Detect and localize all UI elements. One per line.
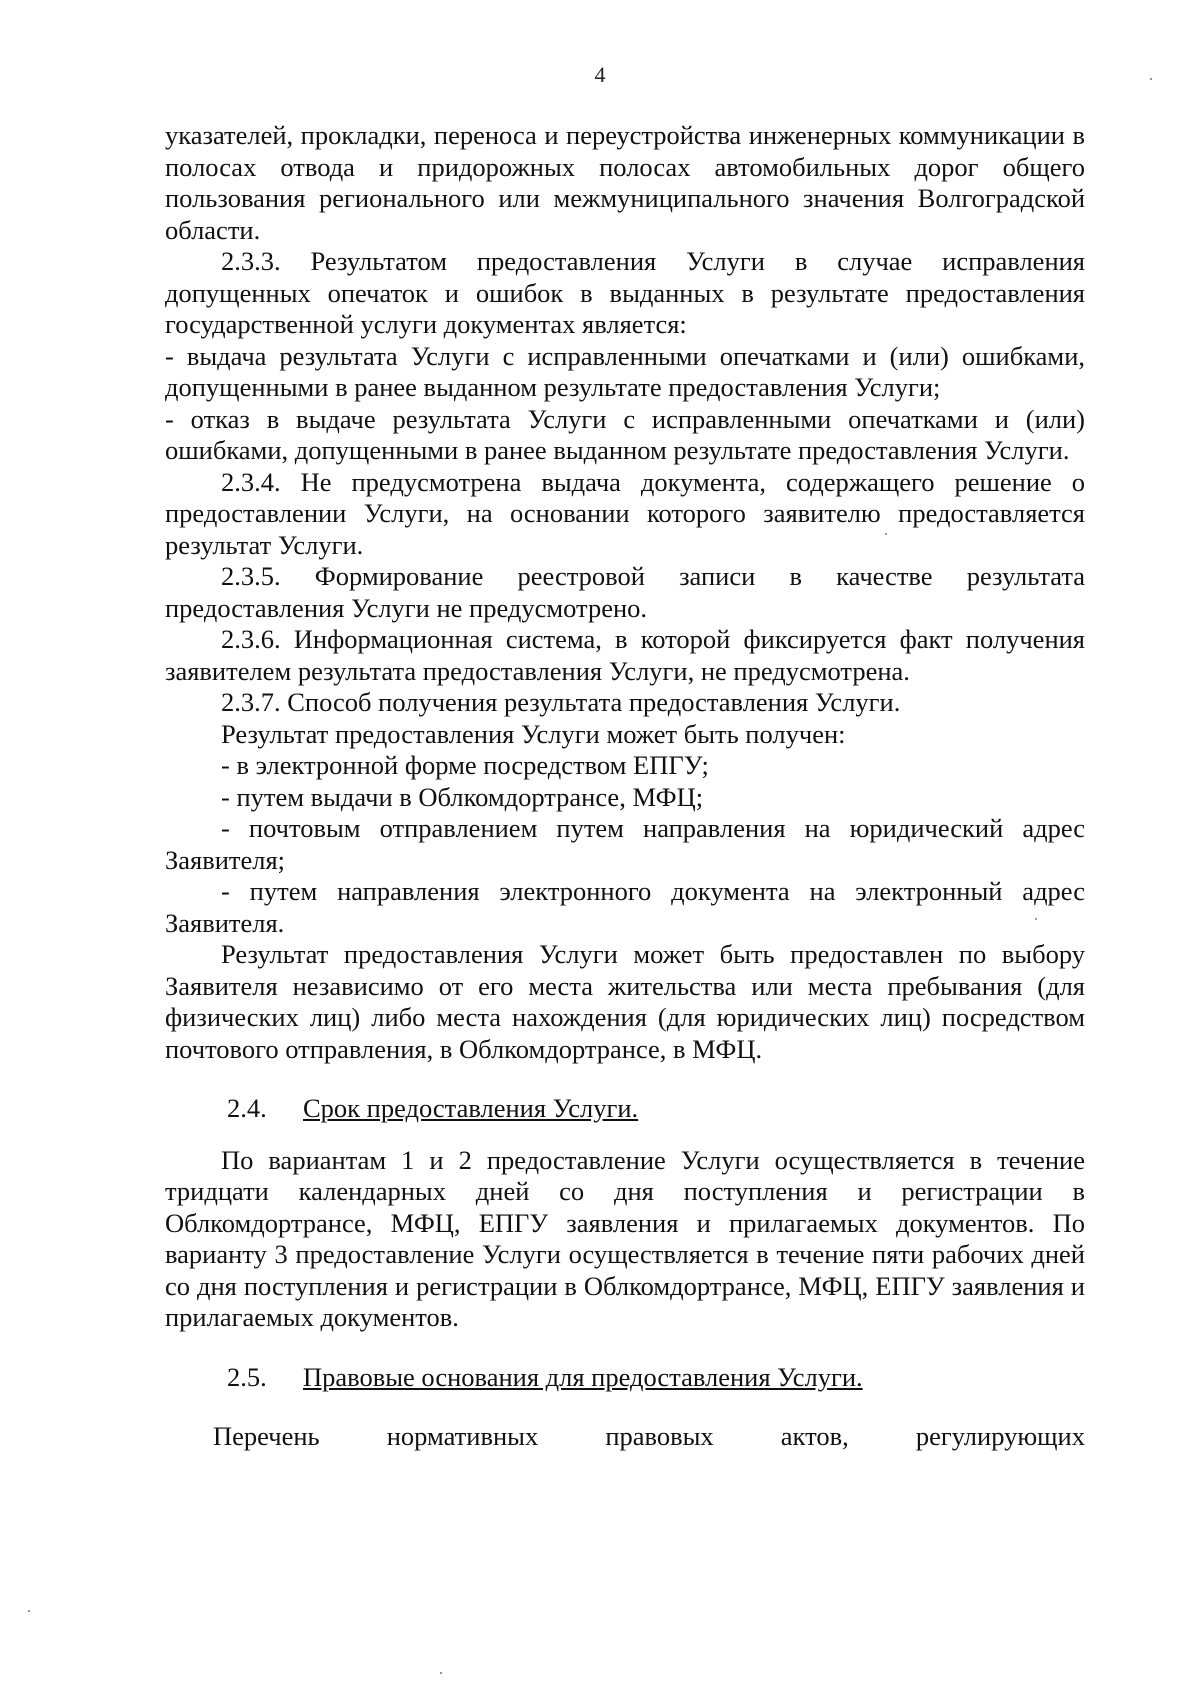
list-item-issue-result: - выдача результата Услуги с исправленными опечатками и (или) ошибками, допущенными в ранее выданном результате предоставления Услуги; bbox=[165, 340, 1085, 402]
list-item-issuance: - путем выдачи в Облкомдортрансе, МФЦ; bbox=[221, 781, 704, 812]
paragraph-legal-list-start bbox=[165, 1421, 1085, 1453]
section-heading-2-5 bbox=[165, 1362, 1085, 1394]
word: регулирующих bbox=[915, 1421, 1085, 1451]
word: правовых bbox=[605, 1421, 714, 1451]
paragraph-2-3-7: 2.3.7. Способ получения результата предоставления Услуги. bbox=[221, 687, 901, 717]
list-item-postal: - почтовым отправлением путем направления на юридический адрес Заявителя; bbox=[165, 813, 1085, 875]
scan-speck bbox=[440, 1672, 442, 1674]
paragraph-2-3-5: 2.3.5. Формирование реестровой записи в качестве результата предоставления Услуги не предусмотрено. bbox=[165, 561, 1085, 623]
paragraph-term: По вариантам 1 и 2 предоставление Услуги осуществляется в течение тридцати календарных дней со дня поступления и регистрации в Облкомдортрансе, МФЦ, ЕПГУ заявления и прилагаемых документов. По варианту 3 предоставление Услуги осуществляется в течение пяти рабочих дней со дня поступления и регистрации в Облкомдортрансе, МФЦ, ЕПГУ заявления и прилагаемых документов. bbox=[165, 1144, 1085, 1332]
paragraph-2-3-6: 2.3.6. Информационная система, в которой фиксируется факт получения заявителем результата предоставления Услуги, не предусмотрена. bbox=[165, 624, 1085, 686]
list-item-electronic: - в электронной форме посредством ЕПГУ; bbox=[221, 750, 709, 780]
scan-speck bbox=[1035, 918, 1037, 920]
page-number: 4 bbox=[594, 62, 606, 87]
paragraph-result-choice: Результат предоставления Услуги может быть предоставлен по выбору Заявителя независимо от его места жительства или места пребывания (для физических лиц) либо места нахождения (для юридических лиц) посредством почтового отправления, в Облкомдортрансе, в МФЦ. bbox=[165, 939, 1085, 1064]
section-heading-2-4 bbox=[165, 1093, 1085, 1125]
word: актов, bbox=[780, 1421, 849, 1451]
section-number: 2.4. bbox=[227, 1093, 267, 1123]
section-title: Срок предоставления Услуги. bbox=[303, 1093, 639, 1123]
word: нормативных bbox=[386, 1421, 539, 1451]
section-title: Правовые основания для предоставления Услуги. bbox=[303, 1361, 863, 1392]
scan-speck bbox=[28, 1610, 30, 1612]
paragraph-continuation: указателей, прокладки, переноса и переустройства инженерных коммуникации в полосах отвода и придорожных полосах автомобильных дорог общего пользования регионального или межмуниципального значения Волгоградской области. bbox=[165, 120, 1085, 245]
paragraph-result-ways: Результат предоставления Услуги может быть получен: bbox=[221, 718, 846, 749]
scan-speck bbox=[885, 533, 887, 535]
section-number: 2.5. bbox=[227, 1361, 267, 1392]
word: Перечень bbox=[213, 1421, 320, 1451]
list-item-refusal: - отказ в выдаче результата Услуги с исправленными опечатками и (или) ошибками, допущенными в ранее выданном результате предоставления Услуги. bbox=[165, 403, 1085, 465]
document-body bbox=[165, 120, 1085, 1453]
paragraph-2-3-4: 2.3.4. Не предусмотрена выдача документа, содержащего решение о предоставлении Услуги, на основании которого заявителю предоставляется результат Услуги. bbox=[165, 466, 1085, 560]
paragraph-2-3-3: 2.3.3. Результатом предоставления Услуги в случае исправления допущенных опечаток и ошибок в выданных в результате предоставления государственной услуги документах является: bbox=[165, 246, 1085, 339]
scan-speck bbox=[1150, 78, 1152, 80]
list-item-email: - путем направления электронного документа на электронный адрес Заявителя. bbox=[165, 876, 1085, 938]
